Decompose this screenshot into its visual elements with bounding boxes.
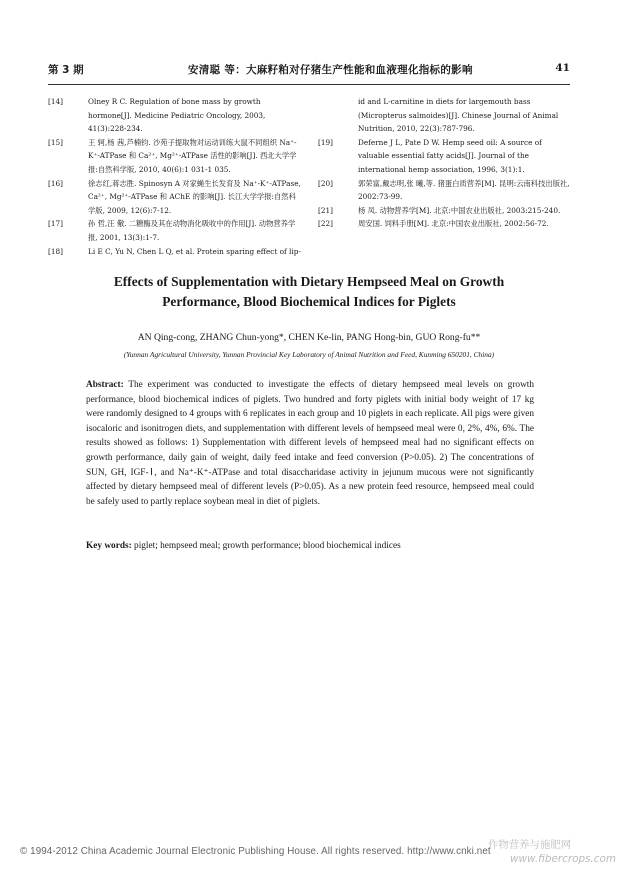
reference-item: [48, 177, 303, 218]
affiliation: (Yunnan Agricultural University, Yunnan Provincial Key Laboratory of Animal Nutrition and Feed, Kunming 650201, China): [123, 350, 495, 359]
reference-text: 周安国. 饲料手册[M]. 北京:中国农业出版社, 2002:56-72.: [358, 219, 549, 229]
author-list: AN Qing-cong, ZHANG Chun-yong*, CHEN Ke-lin, PANG Hong-bin, GUO Rong-fu**: [137, 332, 481, 343]
reference-text: Li E C, Yu N, Chen L Q, et al. Protein sparing effect of lip-: [88, 246, 301, 256]
reference-item: [48, 245, 303, 259]
english-title-line-1: Effects of Supplementation with Dietary Hempseed Meal on Growth: [113, 274, 505, 289]
reference-item: [318, 217, 573, 231]
watermark-chinese: 作物营养与施肥网: [488, 839, 572, 851]
running-header: [48, 62, 570, 78]
reference-item: [48, 217, 303, 244]
reference-item: [318, 136, 573, 177]
reference-number: [15]: [48, 137, 63, 147]
keywords-label: Key words:: [86, 541, 132, 551]
reference-number: [20]: [318, 178, 333, 188]
running-title: 安清聪 等：大麻籽粕对仔猪生产性能和血液理化指标的影响: [188, 64, 473, 76]
abstract: [86, 378, 534, 509]
reference-number: [16]: [48, 178, 63, 188]
header-rule: [48, 84, 570, 85]
reference-text: 郭荣富,戴志明,张 曦,等. 猪蛋白质营养[M]. 昆明:云南科技出版社, 2002:73-99.: [358, 178, 570, 202]
references-left-column: [48, 95, 303, 258]
issue-number: 第 3 期: [48, 64, 84, 76]
reference-text: 王 轲,杨 茜,芦楠钧. 沙苑子提取物对运动训练大鼠不同组织 Na⁺-K⁺-ATPase 和 Ca²⁺, Mg²⁺-ATPase 活性的影响[J]. 西北大学学报:自然科学版, 2010, 40(6):1 031-1 035.: [88, 137, 297, 174]
reference-continuation: id and L-carnitine in diets for largemouth bass (Micropterus salmoides)[J]. Chinese Journal of Animal Nutrition, 2010, 22(3):787-796.: [358, 97, 559, 134]
reference-number: [17]: [48, 219, 63, 229]
watermark-url: www.fibercrops.com: [510, 853, 616, 865]
reference-number: [22]: [318, 219, 333, 229]
reference-text: Deferne J L, Pate D W. Hemp seed oil: A source of valuable essential fatty acids[J]. Journal of the international hemp association, 1996, 3(1):1.: [358, 137, 542, 174]
site-watermark: [488, 838, 616, 866]
reference-text: 杨 凤. 动物营养学[M]. 北京:中国农业出版社, 2003:215-240.: [358, 205, 561, 215]
reference-text: Olney R C. Regulation of bone mass by growth hormone[J]. Medicine Pediatric Oncology, 2003, 41(3):228-234.: [88, 97, 266, 134]
english-title-line-2: Performance, Blood Biochemical Indices for Piglets: [162, 294, 456, 309]
reference-number: [18]: [48, 246, 63, 256]
reference-number: [14]: [48, 97, 63, 106]
reference-text: 孙 哲,汪 儆. 二糖酶及其在动物消化吸收中的作用[J]. 动物营养学报, 2001, 13(3):1-7.: [88, 219, 296, 242]
reference-number: [21]: [318, 205, 333, 215]
reference-item: [48, 136, 303, 177]
keywords: [86, 541, 534, 551]
page-number: 41: [555, 62, 570, 74]
copyright-footer: © 1994-2012 China Academic Journal Electronic Publishing House. All rights reserved. http://www.cnki.net: [20, 846, 491, 857]
reference-number: [19]: [318, 137, 333, 147]
references-right-column: [318, 95, 573, 231]
abstract-label: Abstract:: [86, 380, 124, 390]
reference-text: 徐志红,蒋志胜. Spinosyn A 对家蝇生长发育及 Na⁺-K⁺-ATPase, Ca²⁺, Mg²⁺-ATPase 和 AChE 的影响[J]. 长江大学学报:自然科学版, 2009, 12(6):7-12.: [88, 178, 301, 215]
keywords-text: piglet; hempseed meal; growth performance; blood biochemical indices: [134, 541, 401, 551]
abstract-text: The experiment was conducted to investigate the effects of dietary hempseed meal levels on growth performance, blood biochemical indices of piglets. Two hundred and forty piglets with initial body weight of 17 kg were randomly designed to 4 groups with 6 replicates in each group and 10 piglets in each replicate. All pigs were given isocaloric and isonitrogen diets, and supplementation with different levels of hempseed meal were 0, 2%, 4%, 6%. The results showed as follows: 1) Supplementation with different levels of hempseed meal had no significant effects on growth performance, daily gain of weight, daily feed intake and feed conversion (P>0.05). 2) The concentrations of SUN, GH, IGF-Ⅰ, and Na⁺-K⁺-ATPase and total disaccharidase activity in jejunum mucous were not significantly affected by dietary hempseed meal of different levels (P>0.05). As a new protein feed resource, hempseed meal could be safely used to partly replace soybean meal in diet of piglets.: [86, 380, 535, 507]
reference-item: [318, 177, 573, 204]
reference-item: [318, 204, 573, 218]
reference-item: [48, 95, 303, 136]
